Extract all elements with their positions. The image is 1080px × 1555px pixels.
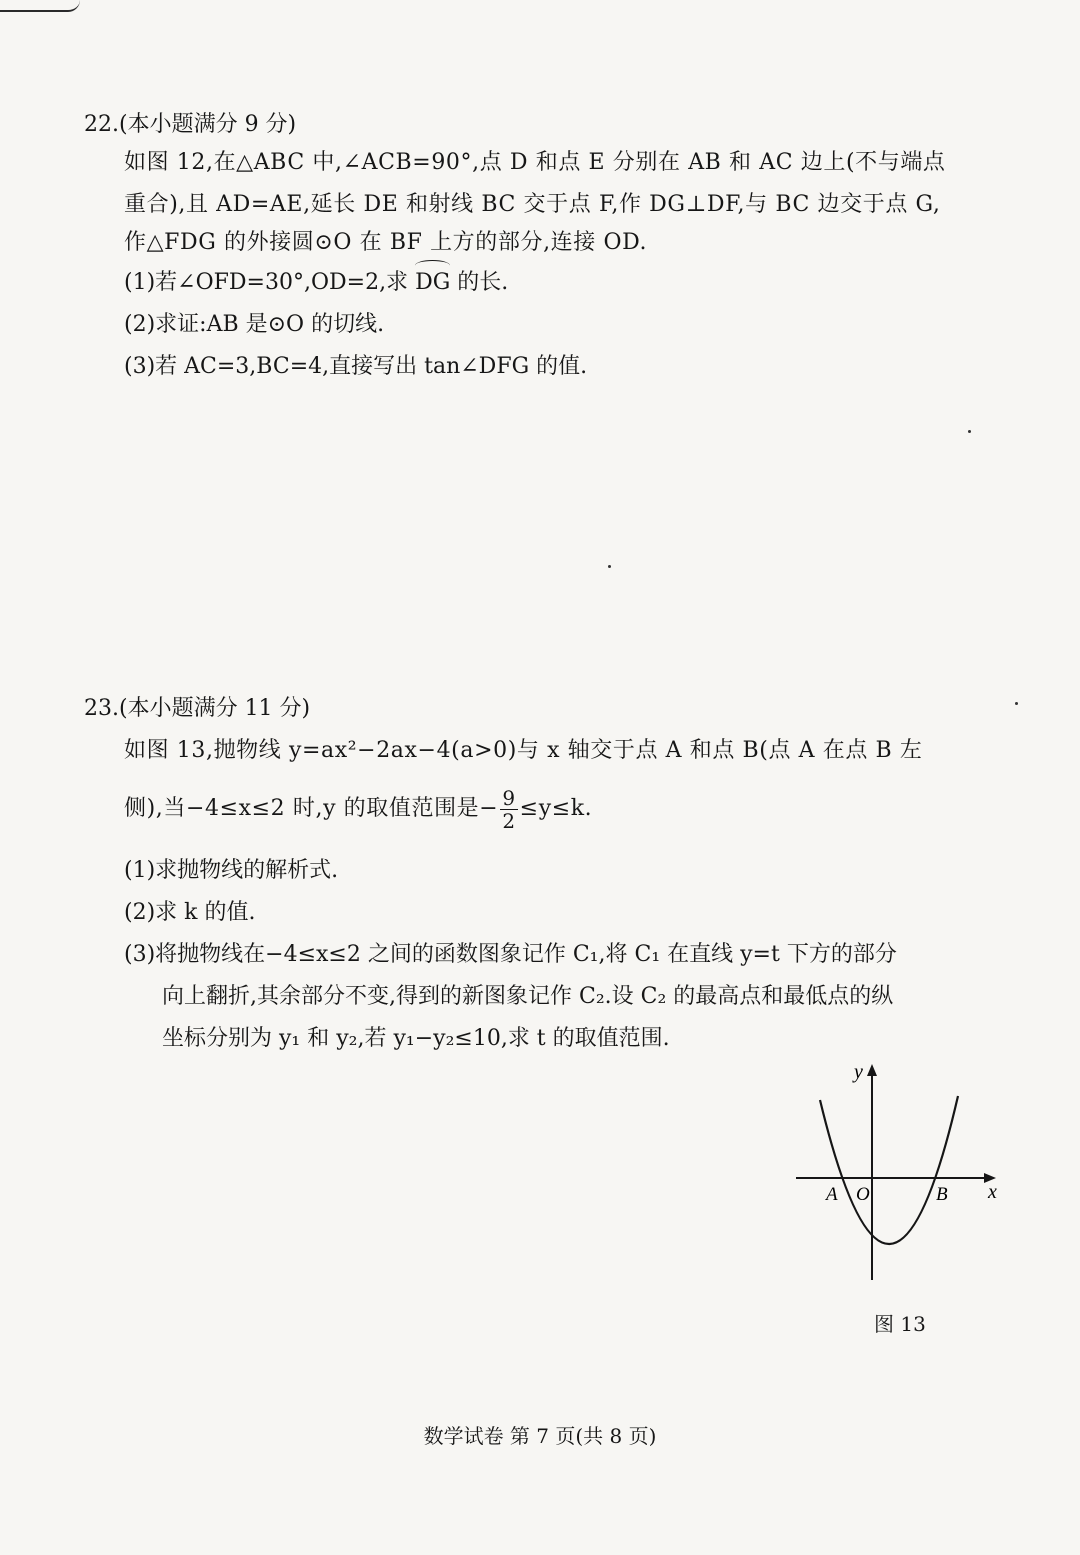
speck <box>968 430 971 433</box>
y-axis-arrow-icon <box>867 1064 877 1076</box>
q23-line-2 <box>124 784 592 834</box>
page-footer: 数学试卷 第 7 页(共 8 页) <box>423 1424 657 1448</box>
q23-line-1: 如图 13,抛物线 y=ax²−2ax−4(a>0)与 x 轴交于点 A 和点 B(点 A 在点 B 左 <box>124 738 923 763</box>
q22-part-1-after: 的长. <box>450 270 509 295</box>
fraction-numerator: 9 <box>502 785 516 810</box>
q22-part-1 <box>124 268 508 298</box>
fraction-denominator: 2 <box>502 808 516 833</box>
speck <box>608 565 611 568</box>
y-axis-label: y <box>854 1061 863 1083</box>
q23-line-2-after: ≤y≤k. <box>519 796 593 821</box>
speck <box>1015 702 1018 705</box>
q22-line-2: 重合),且 AD=AE,延长 DE 和射线 BC 交于点 F,作 DG⊥DF,与 BC 边交于点 G, <box>124 192 941 217</box>
arc-dg <box>415 268 450 298</box>
figure-13-caption: 图 13 <box>874 1312 926 1336</box>
q22-part-1-before: (1)若∠OFD=30°,OD=2,求 <box>124 270 416 295</box>
q23-title: 23.(本小题满分 11 分) <box>84 696 311 721</box>
q22-line-3: 作△FDG 的外接圆⊙O 在 BF 上方的部分,连接 OD. <box>124 230 648 255</box>
origin-label: O <box>856 1184 870 1205</box>
q23-part-3-line-2: 向上翻折,其余部分不变,得到的新图象记作 C₂.设 C₂ 的最高点和最低点的纵 <box>162 984 894 1009</box>
q23-part-2: (2)求 k 的值. <box>124 900 256 925</box>
figure-13-parabola <box>790 1060 1010 1300</box>
fraction <box>500 787 517 832</box>
point-a-label: A <box>826 1184 838 1205</box>
parabola-curve <box>820 1096 958 1244</box>
arc-mark-icon <box>415 260 450 271</box>
q23-part-3-line-3: 坐标分别为 y₁ 和 y₂,若 y₁−y₂≤10,求 t 的取值范围. <box>162 1026 670 1051</box>
q23-part-1: (1)求抛物线的解析式. <box>124 858 339 883</box>
q22-part-3: (3)若 AC=3,BC=4,直接写出 tan∠DFG 的值. <box>124 354 588 379</box>
q23-part-3-line-1: (3)将抛物线在−4≤x≤2 之间的函数图象记作 C₁,将 C₁ 在直线 y=t 下方的部分 <box>124 942 897 967</box>
x-axis-label: x <box>988 1181 997 1203</box>
point-b-label: B <box>936 1184 948 1205</box>
arc-dg-label: DG <box>415 270 451 295</box>
q22-line-1: 如图 12,在△ABC 中,∠ACB=90°,点 D 和点 E 分别在 AB 和 AC 边上(不与端点 <box>124 150 946 175</box>
corner-mark <box>0 0 80 12</box>
q22-part-2: (2)求证:AB 是⊙O 的切线. <box>124 312 385 337</box>
q22-title: 22.(本小题满分 9 分) <box>84 112 297 137</box>
q23-line-2-before: 侧),当−4≤x≤2 时,y 的取值范围是− <box>124 796 499 821</box>
